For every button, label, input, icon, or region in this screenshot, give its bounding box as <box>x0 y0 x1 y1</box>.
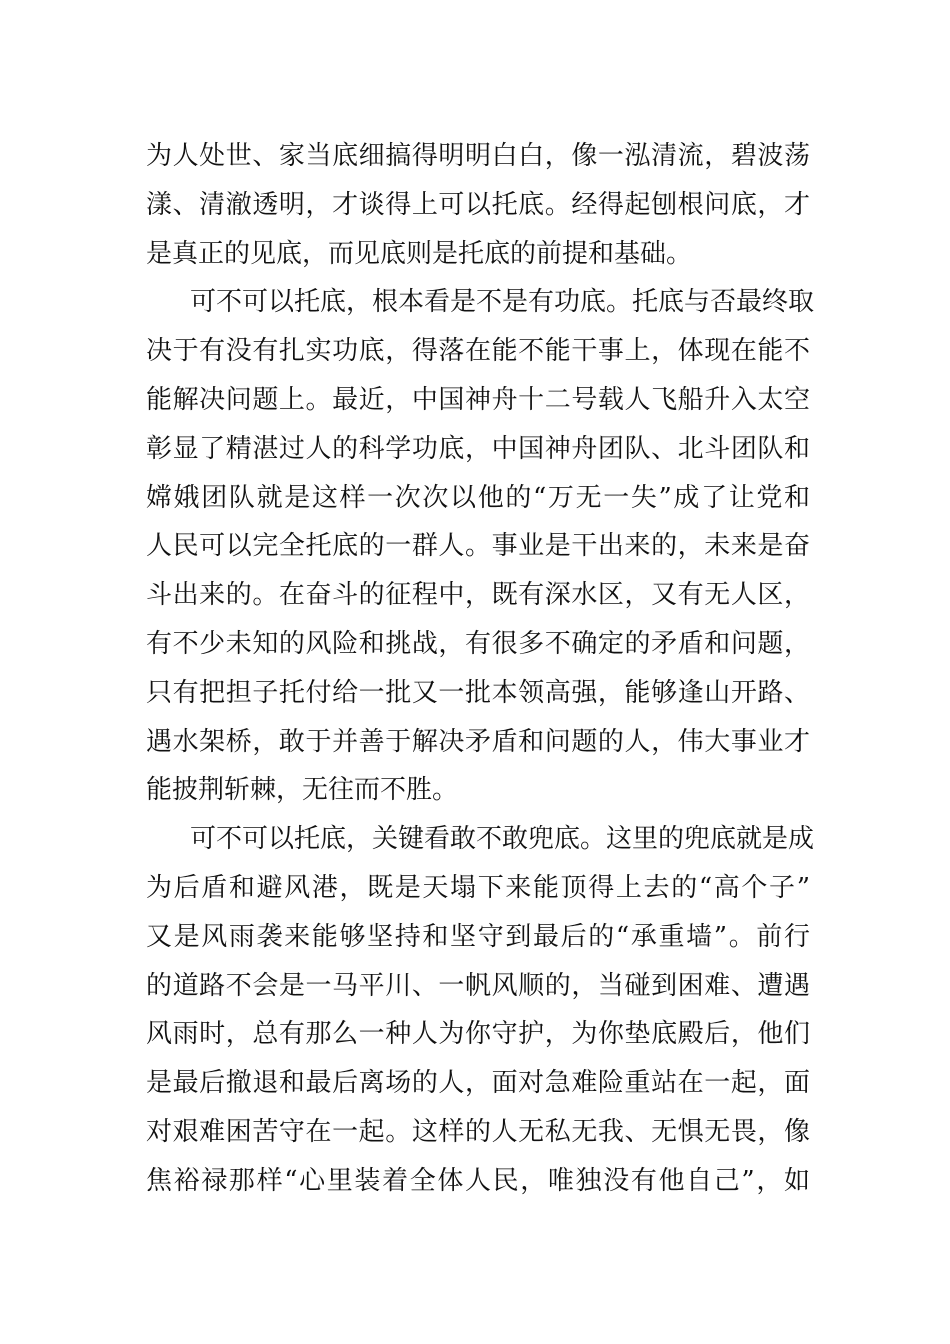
text-line: 只有把担子托付给一批又一批本领高强，能够逢山开路、 <box>146 677 810 708</box>
text-line: 风雨时，总有那么一种人为你守护，为你垫底殿后，他们 <box>146 1019 810 1050</box>
text-line: 焦裕禄那样“心里装着全体人民，唯独没有他自己”，如 <box>146 1165 810 1196</box>
text-line: 人民可以完全托底的一群人。事业是干出来的，未来是奋 <box>146 531 810 562</box>
text-line: 可不可以托底，关键看敢不敢兜底。这里的兜底就是成 <box>190 824 815 855</box>
text-line: 是真正的见底，而见底则是托底的前提和基础。 <box>146 238 693 269</box>
text-line: 为人处世、家当底细搞得明明白白，像一泓清流，碧波荡 <box>146 141 810 171</box>
document-body <box>146 132 815 1206</box>
text-line: 漾、清澈透明，才谈得上可以托底。经得起刨根问底，才 <box>146 189 810 220</box>
text-line: 能披荆斩棘，无往而不胜。 <box>146 775 459 806</box>
text-line: 遇水架桥，敢于并善于解决矛盾和问题的人，伟大事业才 <box>146 726 810 757</box>
text-line: 彰显了精湛过人的科学功底，中国神舟团队、北斗团队和 <box>146 433 810 464</box>
text-line: 对艰难困苦守在一起。这样的人无私无我、无惧无畏，像 <box>146 1116 810 1147</box>
text-line: 有不少未知的风险和挑战，有很多不确定的矛盾和问题， <box>146 628 810 659</box>
text-line: 为后盾和避风港，既是天塌下来能顶得上去的“高个子” <box>146 872 810 903</box>
text-line: 是最后撤退和最后离场的人，面对急难险重站在一起，面 <box>146 1068 810 1099</box>
text-line: 决于有没有扎实功底，得落在能不能干事上，体现在能不 <box>146 336 810 367</box>
text-line: 能解决问题上。最近，中国神舟十二号载人飞船升入太空 <box>146 384 810 415</box>
text-line: 嫦娥团队就是这样一次次以他的“万无一失”成了让党和 <box>146 482 810 513</box>
text-line: 可不可以托底，根本看是不是有功底。托底与否最终取 <box>190 287 815 318</box>
text-line: 的道路不会是一马平川、一帆风顺的，当碰到困难、遭遇 <box>146 970 810 1001</box>
text-line: 斗出来的。在奋斗的征程中，既有深水区，又有无人区， <box>146 580 810 611</box>
text-line: 又是风雨袭来能够坚持和坚守到最后的“承重墙”。前行 <box>146 921 810 952</box>
